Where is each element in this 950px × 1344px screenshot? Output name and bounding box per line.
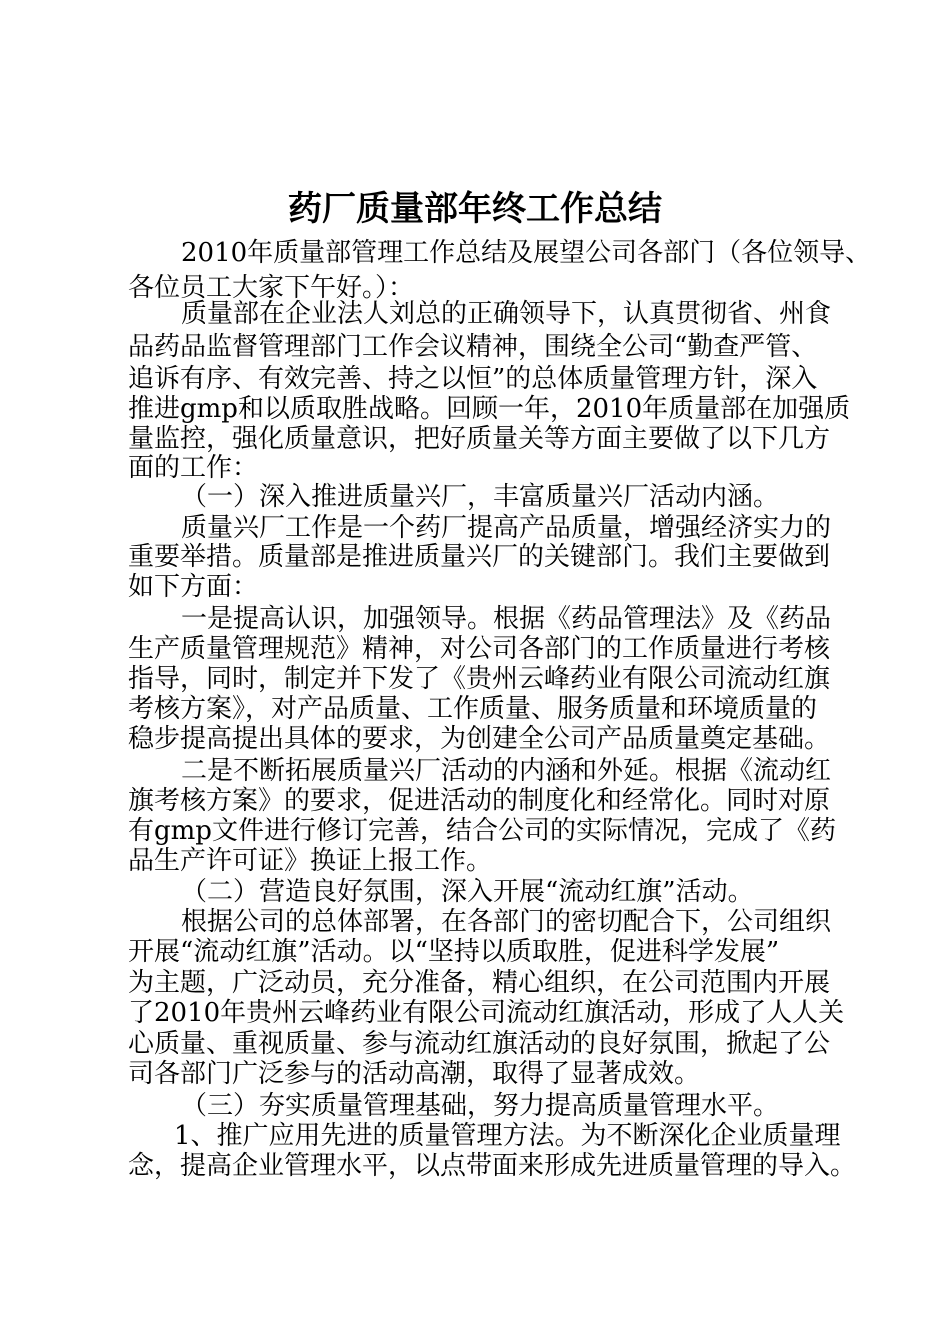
text-line: 品药品监督管理部门工作会议精神，围绕全公司“勤查严管、 [128, 332, 818, 362]
text-line: 一是提高认识，加强领导。根据《药品管理法》及《药品 [181, 604, 832, 634]
text-line: 各位员工大家下午好。）： [128, 273, 415, 303]
text-line: 开展“流动红旗”活动。以“坚持以质取胜，促进科学发展” [128, 937, 780, 967]
text-line: 了2010年贵州云峰药业有限公司流动红旗活动，形成了人人关 [128, 998, 845, 1028]
text-line: 生产质量管理规范》精神，对公司各部门的工作质量进行考核 [128, 634, 831, 664]
text-line: 二是不断拓展质量兴厂活动的内涵和外延。根据《流动红 [181, 756, 832, 786]
text-line: 为主题，广泛动员，充分准备，精心组织，在公司范围内开展 [128, 968, 831, 998]
text-line: 司各部门广泛参与的活动高潮，取得了显著成效。 [128, 1059, 701, 1089]
text-line: 念，提高企业管理水平，以点带面来形成先进质量管理的导入。 [128, 1151, 857, 1181]
section-heading: （三）夯实质量管理基础，努力提高质量管理水平。 [181, 1091, 780, 1121]
text-line: 根据公司的总体部署，在各部门的密切配合下，公司组织 [181, 907, 832, 937]
text-line: 指导，同时，制定并下发了《贵州云峰药业有限公司流动红旗 [128, 664, 831, 694]
text-line: 质量兴厂工作是一个药厂提高产品质量，增强经济实力的 [181, 513, 832, 543]
text-line: 品生产许可证》换证上报工作。 [128, 846, 493, 876]
text-line: 质量部在企业法人刘总的正确领导下，认真贯彻省、州食 [181, 299, 832, 329]
text-line: 有gmp文件进行修订完善，结合公司的实际情况，完成了《药 [128, 816, 836, 846]
text-line: 旗考核方案》的要求，促进活动的制度化和经常化。同时对原 [128, 786, 831, 816]
section-heading: （二）营造良好氛围，深入开展“流动红旗”活动。 [181, 877, 754, 907]
text-line: 稳步提高提出具体的要求，为创建全公司产品质量奠定基础。 [128, 724, 831, 754]
text-line: 心质量、重视质量、参与流动红旗活动的良好氛围，掀起了公 [128, 1029, 831, 1059]
section-heading: （一）深入推进质量兴厂，丰富质量兴厂活动内涵。 [181, 482, 780, 512]
text-line: 2010年质量部管理工作总结及展望公司各部门（各位领导、 [181, 238, 872, 268]
text-line: 面的工作： [128, 453, 259, 483]
text-line: 追诉有序、有效完善、持之以恒”的总体质量管理方针，深入 [128, 364, 818, 394]
text-line: 重要举措。质量部是推进质量兴厂的关键部门。我们主要做到 [128, 542, 831, 572]
text-line: 如下方面： [128, 572, 259, 602]
text-line: 量监控，强化质量意识，把好质量关等方面主要做了以下几方 [128, 424, 831, 454]
text-line: 考核方案》，对产品质量、工作质量、服务质量和环境质量的 [128, 694, 818, 724]
document-title: 药厂质量部年终工作总结 [288, 189, 662, 229]
text-line: 推进gmp和以质取胜战略。回顾一年，2010年质量部在加强质 [128, 394, 851, 424]
text-line: 1、推广应用先进的质量管理方法。为不断深化企业质量理 [174, 1121, 841, 1151]
